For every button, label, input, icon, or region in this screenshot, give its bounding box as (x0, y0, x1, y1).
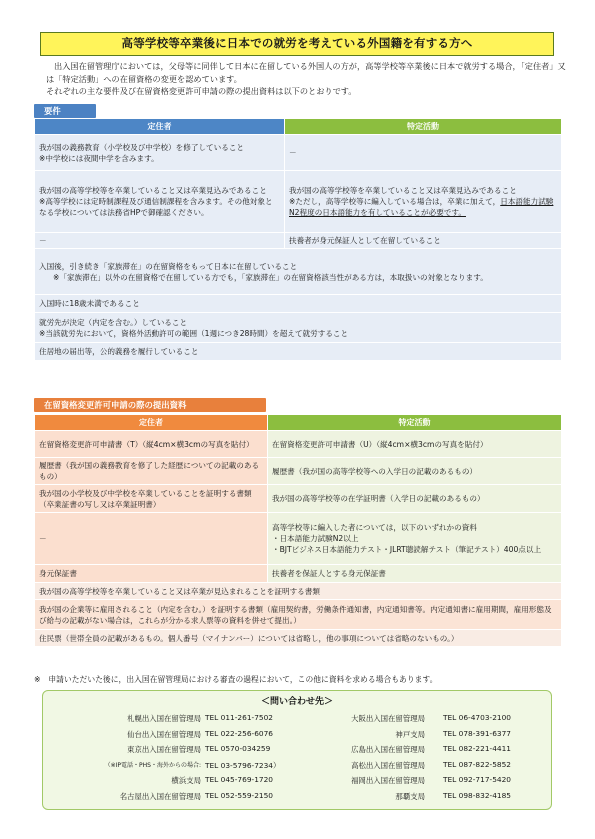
office-tel: TEL 03-5796-7234） (205, 760, 281, 770)
office-name: （※IP電話・PHS・海外からの場合: (104, 761, 201, 769)
contact-row (69, 744, 309, 760)
table-cell-full: 住民票（世帯全員の記載があるもの。個人番号（マイナンバー）については省略し，他の事項については省略のないもの。） (35, 630, 562, 647)
intro-paragraph-2: それぞれの主な要件及び在留資格変更許可申請の際の提出資料は以下のとおりです。 (46, 86, 357, 96)
table-cell (35, 135, 285, 171)
table-cell-full: 我が国の企業等に雇用されること（内定を含む。）を証明する書類（雇用契約書，労働条件通知書，内定通知書等。内定通知書に雇用期間，雇用形態及び給与の記載がない場合は，これらが分かる求人票等の資料を併せて提出。） (35, 600, 562, 630)
requirements-section-label: 要件 (34, 104, 96, 118)
table-cell: 身元保証書 (35, 565, 268, 583)
office-tel: TEL 078-391-6377 (443, 728, 512, 738)
office-tel: TEL 052-559-2150 (205, 790, 274, 800)
cell-note: ※ただし，高等学校等に編入している場合は，卒業に加えて， (289, 197, 501, 206)
contact-column-left (69, 713, 309, 807)
cell-text: 我が国の義務教育（小学校及び中学校）を修了していること (39, 142, 245, 152)
table-cell: 我が国の小学校及び中学校を卒業していることを証明する書類（卒業証書の写し又は卒業証明書） (35, 485, 268, 513)
contact-row (69, 713, 309, 729)
requirements-header-teijusha: 定住者 (35, 119, 285, 135)
table-cell: 扶養者を保証人とする身元保証書 (268, 565, 562, 583)
office-tel: TEL 045-769-1720 (205, 775, 274, 785)
cell-text: 入国後，引き続き「家族滞在」の在留資格をもって日本に在留していること (39, 261, 298, 271)
contact-title: ＜問い合わせ先＞ (260, 697, 333, 707)
documents-section-label: 在留資格変更許可申請の際の提出資料 (34, 398, 266, 412)
office-name: 福岡出入国在留管理局 (351, 776, 425, 786)
contact-box (42, 690, 552, 810)
contact-row (69, 760, 309, 776)
office-name: 那覇支局 (395, 791, 425, 801)
cell-text: ・BJTビジネス日本語能力テスト・JLRT聴読解テスト（筆記テスト）400点以上 (272, 545, 542, 554)
contact-row (329, 760, 549, 776)
contact-row (329, 729, 549, 745)
table-cell: 我が国の高等学校等の在学証明書（入学日の記載のあるもの） (268, 485, 562, 513)
contact-column-right (329, 713, 549, 807)
table-cell: － (35, 513, 268, 565)
cell-text: 我が国の高等学校等を卒業していること又は卒業見込みであること (39, 186, 267, 195)
office-name: 神戸支局 (395, 729, 425, 739)
office-tel: TEL 06-4703-2100 (443, 713, 512, 722)
cell-text: 我が国の高等学校等を卒業していること又は卒業見込みであること (289, 186, 517, 195)
documents-table (34, 414, 562, 647)
office-tel: TEL 082-221-4411 (443, 744, 512, 754)
table-cell (285, 171, 562, 233)
intro-text (46, 60, 566, 98)
office-name: 高松出入国在留管理局 (351, 760, 425, 770)
office-name: 名古屋出入国在留管理局 (119, 791, 201, 801)
table-cell: 履歴書（我が国の義務教育を修了した経歴についての記載のあるもの） (35, 458, 268, 485)
office-name: 大阪出入国在留管理局 (351, 714, 425, 723)
office-tel: TEL 092-717-5420 (443, 775, 512, 785)
table-cell: 在留資格変更許可申請書（T）（縦4cm×横3cmの写真を貼付） (35, 431, 268, 458)
cell-note: ※中学校には夜間中学を含みます。 (39, 153, 159, 163)
table-cell-full: 我が国の高等学校等を卒業していること又は卒業が見込まれることを証明する書類 (35, 583, 562, 600)
cell-text: ・日本語能力試験N2以上 (272, 534, 359, 543)
office-name: 東京出入国在留管理局 (127, 745, 201, 755)
contact-row (329, 713, 549, 729)
requirements-table (34, 118, 562, 361)
office-tel: TEL 0570-034259 (205, 744, 271, 754)
office-name: 横浜支局 (171, 776, 201, 786)
office-tel: TEL 011-261-7502 (205, 713, 274, 722)
table-cell: 扶養者が身元保証人として在留していること (285, 233, 562, 249)
office-tel: TEL 087-822-5852 (443, 759, 512, 769)
table-cell: 在留資格変更許可申請書（U）（縦4cm×横3cmの写真を貼付） (268, 431, 562, 458)
cell-note: ※高等学校には定時制課程及び通信制課程を含みます。その他対象となる学校については法務省HPで御確認ください。 (39, 197, 273, 217)
page-title: 高等学校等卒業後に日本での就労を考えている外国籍を有する方へ (40, 32, 554, 56)
office-name: 広島出入国在留管理局 (351, 745, 425, 755)
cell-text: 高等学校等に編入した者については，以下のいずれかの資料 (272, 523, 477, 532)
contact-row (69, 775, 309, 791)
table-cell: － (35, 233, 285, 249)
cell-note-underlined: 日本語能力試験N2程度の日本語能力を有していることが必要です。 (289, 197, 554, 217)
table-cell: 履歴書（我が国の高等学校等への入学日の記載のあるもの） (268, 458, 562, 485)
table-cell-full: 住居地の届出等，公的義務を履行していること (35, 343, 562, 361)
intro-paragraph-1: 出入国在留管理庁においては，父母等に同伴して日本に在留している外国人の方が，高等学校等卒業後に日本で就労する場合，「定住者」又は「特定活動」への在留資格の変更を認めています。 (46, 61, 566, 84)
contact-row (329, 775, 549, 791)
contact-row (329, 791, 549, 807)
office-tel: TEL 022-256-6076 (205, 728, 274, 738)
contact-row (329, 744, 549, 760)
table-cell (268, 513, 562, 565)
contact-row (69, 729, 309, 745)
office-name: 仙台出入国在留管理局 (127, 729, 201, 739)
table-cell: － (285, 135, 562, 171)
cell-note: ※「家族滞在」以外の在留資格で在留している方でも，「家族滞在」の在留資格該当性がある方は，本取扱いの対象となります。 (53, 272, 488, 282)
documents-header-teijusha: 定住者 (35, 415, 268, 431)
requirements-header-tokutei: 特定活動 (285, 119, 562, 135)
office-name: 札幌出入国在留管理局 (127, 714, 201, 723)
footnote: ※ 申請いただいた後に，出入国在留管理局における審査の過程において，この他に資料を求める場合もあります。 (34, 675, 438, 684)
documents-header-tokutei: 特定活動 (268, 415, 562, 431)
table-cell-full (35, 313, 562, 343)
office-tel: TEL 098-832-4185 (443, 790, 512, 800)
table-cell-full (35, 249, 562, 295)
cell-note: ※当該就労先において，資格外活動許可の範囲（1週につき28時間）を超えて就労すること (39, 328, 349, 338)
contact-row (69, 791, 309, 807)
table-cell (35, 171, 285, 233)
table-cell-full: 入国時に18歳未満であること (35, 295, 562, 313)
cell-text: 就労先が決定（内定を含む。）していること (39, 317, 188, 327)
